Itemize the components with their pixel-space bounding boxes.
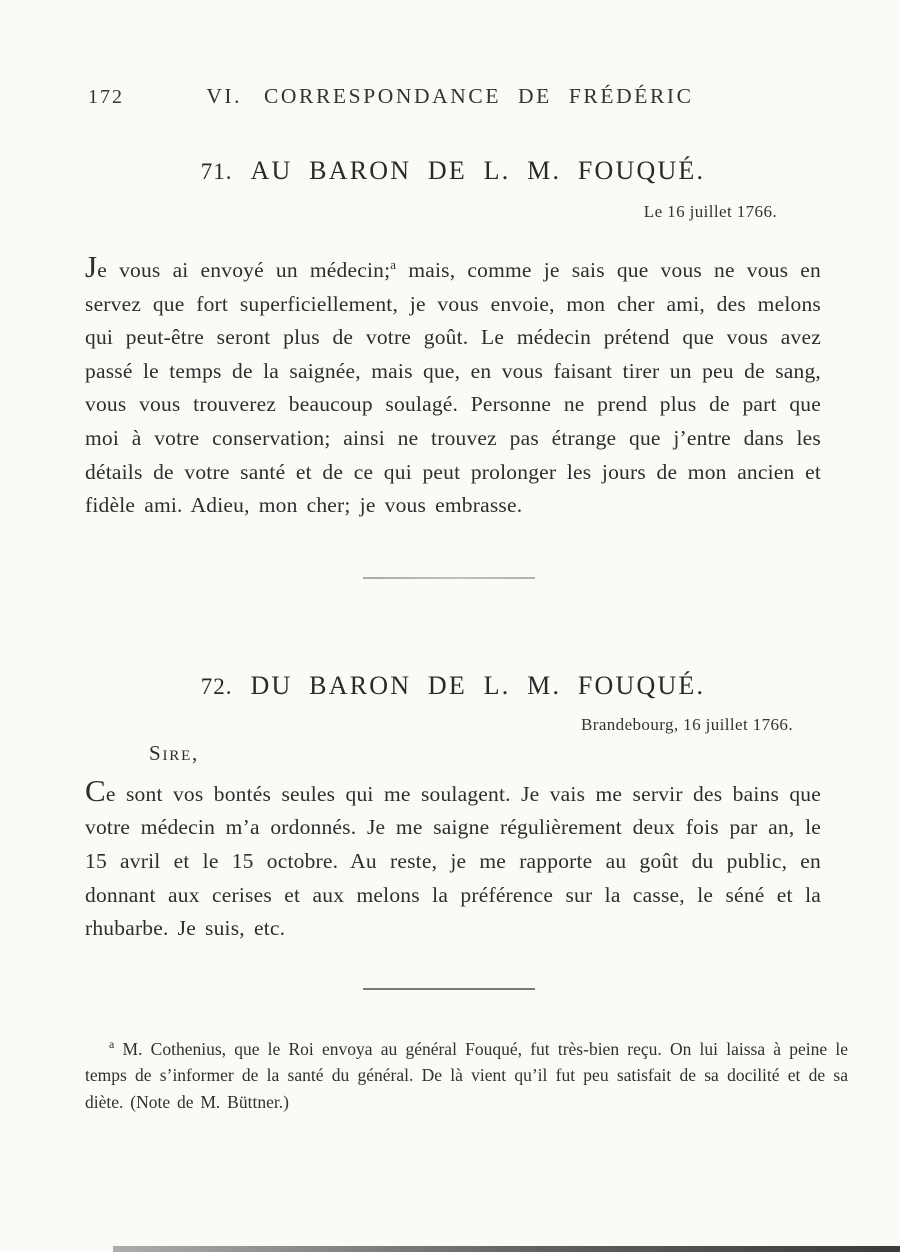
page-number: 172 (88, 86, 124, 108)
letter-72 (85, 671, 821, 946)
text-block (0, 156, 900, 1115)
letter-71-body-text: e vous ai envoyé un médecin; (97, 258, 391, 282)
footnote-marker: a (109, 1036, 115, 1051)
letter-71-number: 71. (200, 159, 233, 184)
letter-71-heading (85, 156, 821, 186)
letter-71-initial-capital: J (85, 249, 98, 284)
letter-72-number: 72. (200, 673, 233, 699)
letter-72-salutation: Sire, (149, 740, 200, 765)
letter-71 (85, 156, 821, 523)
running-header-title: CORRESPONDANCE DE FRÉDÉRIC (263, 84, 694, 108)
section-divider-rule (363, 577, 535, 579)
letter-72-initial-capital: C (85, 772, 106, 808)
footnote (85, 1036, 848, 1116)
footnote-reference-marker: a (390, 256, 397, 272)
running-header-chapter-numeral: VI. (206, 84, 242, 108)
running-head (0, 84, 900, 112)
letter-72-dateline: Brandebourg, 16 juillet 1766. (581, 714, 793, 734)
letter-71-title: AU BARON DE L. M. FOUQUÉ. (250, 156, 706, 185)
footnote-divider-rule (363, 988, 535, 990)
letter-71-body-text-continued: mais, comme je sais que vous ne vous en servez que fort superficiellement, je vous envoie, mon cher ami, des melons qui peut-être seront plus de votre goût. Le médecin prétend que vous avez passé le temps de la saignée, mais que, en vous faisant tirer un peu de sang, vous vous trouverez beaucoup soulagé. Personne ne prend plus de part que moi à votre conservation; ainsi ne trouvez pas étrange que j’entre dans les détails de votre santé et de ce qui peut prolonger les jours de mon ancien et fidèle ami. Adieu, mon cher; je vous embrasse. (85, 258, 821, 518)
letter-71-body (85, 250, 821, 523)
letter-72-body (85, 774, 821, 946)
letter-72-title: DU BARON DE L. M. FOUQUÉ. (250, 670, 706, 700)
letter-71-dateline: Le 16 juillet 1766. (643, 202, 777, 221)
footnote-text: M. Cothenius, que le Roi envoya au général Fouqué, fut très-bien reçu. On lui laissa à peine le temps de s’informer de la santé du général. De là vient qu’il fut peu satisfait de sa docilité et de sa diète. (Note de M. Büttner.) (85, 1038, 848, 1112)
scan-edge-shadow (113, 1246, 900, 1252)
letter-72-body-text: e sont vos bontés seules qui me soulagent. Je vais me servir des bains que votre médecin m’a ordonnés. Je me saigne régulièrement deux fois par an, le 15 avril et le 15 octobre. Au reste, je me rapporte au goût du public, en donnant aux cerises et aux melons la préférence sur la casse, le séné et la rhubarbe. Je suis, etc. (85, 781, 821, 941)
letter-72-heading (85, 671, 821, 701)
